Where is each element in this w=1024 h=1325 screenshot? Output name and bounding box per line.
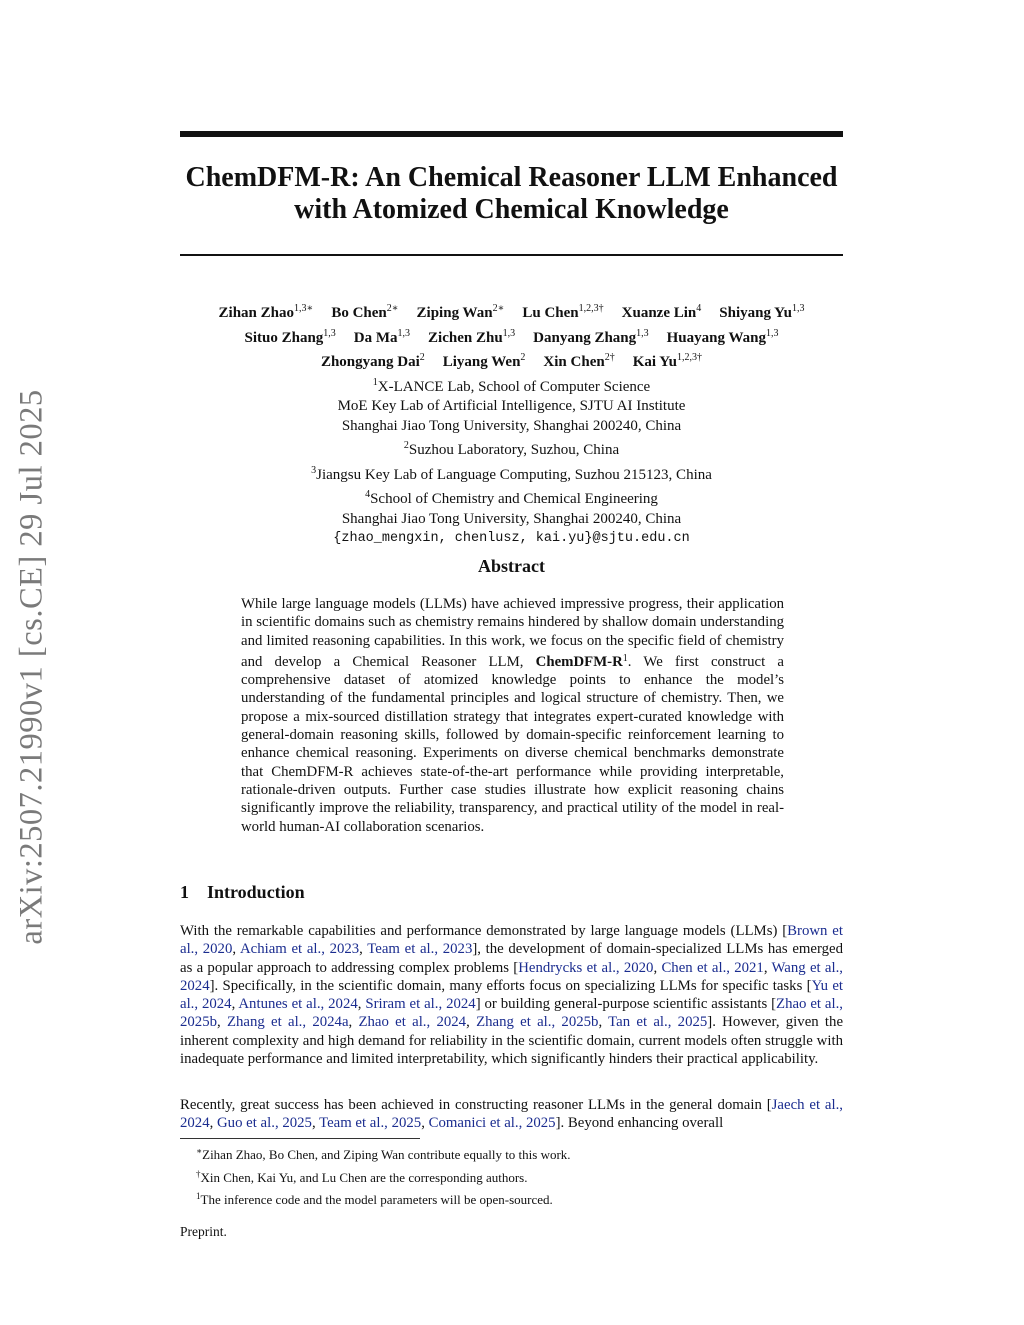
paper-title: ChemDFM-R: An Chemical Reasoner LLM Enhanced with Atomized Chemical Knowledge [185,162,838,225]
abstract-body [241,595,784,836]
paragraph-text: ]. However, given the inherent complexity and high demand for reliability in the scientific domain, current models often struggle with inadequate performance and limited interpretability, which significantly hinders their practical applicability. [180,1014,844,1068]
author-name [522,305,603,321]
author-name-text: Ziping Wan [416,305,493,321]
citation-link[interactable]: Team et al., 2025 [319,1115,422,1132]
section-title: Introduction [207,882,305,902]
author-name-text: Zichen Zhu [428,329,503,346]
citation-link[interactable]: Chen et al., 2021 [661,959,764,976]
author-name [244,327,336,346]
affiliation-line [160,373,863,398]
author-block [160,299,863,549]
author-affiliation-marker: 4 [696,303,702,314]
section-number: 1 [180,882,189,902]
author-affiliation-marker: 1,3 [397,327,411,339]
abstract-text-before: While large language models (LLMs) have achieved impressive progress, their application in scientific domains such as chemistry remains hindered by shallow domain understanding and limited reasoning capabilities. In this work, we focus on the specific field of chemistry and develop a Chemical Reasoner LLM, [241,596,784,670]
author-affiliation-marker: 2 [419,352,425,363]
citation-link[interactable]: Achiam et al., 2023 [239,941,360,958]
footnote [196,1187,836,1210]
citation-link[interactable]: Tan et al., 2025 [608,1014,708,1031]
paragraph-text: , [348,1014,359,1031]
section-heading-introduction [180,882,305,903]
citation-link[interactable]: Comanici et al., 2025 [428,1115,556,1132]
preprint-footer: Preprint. [180,1224,227,1239]
paragraph-text: , [359,941,368,958]
footnote-marker: 1 [196,1191,201,1201]
author-affiliation-marker: 2† [604,352,615,363]
citation-link[interactable]: Team et al., 2023 [367,941,473,958]
author-name-text: Da Ma [353,329,398,346]
affiliation-text: X-LANCE Lab, School of Computer Science [377,378,651,395]
title-bottom-rule [180,254,843,256]
abstract-text-after: . We first construct a comprehensive dataset of atomized knowledge points to enhance the model’s understanding of the fundamental principles and logical structure of chemistry. Then, we propose a mix-sourced distillation strategy that integrates expert-curated knowledge with general-domain reasoning skills, followed by domain-specific reinforcement learning to enhance chemical reasoning. Experiments on diverse chemical benchmarks demonstrate that ChemDFM-R achieves state-of-the-art performance while providing interpretable, rationale-driven outputs. Further case studies illustrate how explicit reasoning chains significantly improve the reliability, transparency, and practical utility of the model in real-world human-AI collaboration scenarios. [241,653,784,835]
author-name-text: Shiyang Yu [719,305,792,321]
author-name [219,305,314,321]
citation-link[interactable]: Zhao et al., 2024 [358,1014,467,1031]
author-affiliation-marker: 1,3 [791,303,805,314]
citation-link[interactable]: Hendrycks et al., 2020 [518,959,654,976]
affiliation-text: School of Chemistry and Chemical Engineering [370,491,658,507]
author-name [622,305,702,321]
author-row [160,299,863,324]
paragraph-text: , [653,959,662,976]
author-name [719,305,804,321]
author-name [353,327,411,346]
author-name [321,354,425,370]
author-affiliation-marker: 1,2,3† [677,352,703,363]
affiliation-line [160,436,863,461]
author-name [633,354,702,370]
footnote-text: Zihan Zhao, Bo Chen, and Ziping Wan contribute equally to this work. [202,1147,571,1162]
affiliation-text: MoE Key Lab of Artificial Intelligence, SJTU AI Institute [337,398,686,414]
citation-link[interactable]: Brown et al., 2020 [180,923,843,958]
affiliation-text: Jiangsu Key Lab of Language Computing, Suzhou 215123, China [316,466,712,483]
paragraph-text: , [466,1014,477,1031]
paragraph-text: , [311,1115,320,1132]
author-name-text: Danyang Zhang [533,329,637,346]
author-name [533,327,649,346]
author-emails[interactable]: {zhao_mengxin, chenlusz, kai.yu}@sjtu.edu.cn [333,531,690,546]
affiliation-marker: 3 [311,464,317,476]
author-name-text: Lu Chen [522,305,579,321]
author-name-text: Xuanze Lin [621,305,697,321]
paragraph-text: ]. Specifically, in the scientific domain, many efforts focus on specializing LLMs for specific tasks [ [209,977,812,994]
paragraph-text: ], the development of domain-specialized LLMs has emerged as a popular approach to addressing complex problems [ [180,941,843,976]
paragraph-text: ] or building general-purpose scientific assistants [ [475,996,777,1013]
author-name-text: Kai Yu [632,354,678,370]
affiliation-marker: 1 [372,376,378,388]
author-affiliation-marker: 1,2,3† [578,303,604,314]
author-list [160,299,863,373]
paragraph-text: , [763,959,772,976]
citation-link[interactable]: Wang et al., 2024 [180,959,843,994]
footnote-marker: † [196,1168,201,1179]
affiliation-text: Suzhou Laboratory, Suzhou, China [408,442,620,458]
author-name-text: Liyang Wen [442,354,521,370]
abstract-heading: Abstract [478,556,545,576]
affiliation-text: Shanghai Jiao Tong University, Shanghai 200240, China [341,417,682,434]
citation-link[interactable]: Zhang et al., 2025b [476,1014,599,1031]
paragraph-text: , [231,996,239,1013]
author-affiliation-marker: 1,3 [323,327,336,339]
citation-link[interactable]: Yu et al., 2024 [180,977,844,1013]
citation-link[interactable]: Zhao et al., 2025b [180,996,844,1031]
author-name [428,327,516,346]
citation-link[interactable]: Zhang et al., 2024a [226,1014,349,1031]
paragraph-text: Recently, great success has been achieved in constructing reasoner LLMs in the general domain [ [180,1097,772,1113]
affiliation-marker: 4 [365,489,371,500]
model-footnote-marker[interactable]: 1 [622,652,628,664]
author-name-text: Huayang Wang [666,329,766,346]
author-affiliation-marker: 1,3∗ [294,303,314,314]
paragraph-text: ]. Beyond enhancing overall [555,1115,724,1132]
author-name [331,305,398,321]
paragraph-text: , [232,941,240,958]
footnote-marker: ∗ [196,1146,203,1156]
citation-link[interactable]: Antunes et al., 2024 [238,996,358,1013]
author-name-text: Zhongyang Dai [320,354,420,370]
author-row [160,324,863,349]
footnote [196,1142,836,1165]
title-top-rule [180,131,843,137]
author-row [160,348,863,373]
footnote-rule [180,1138,420,1139]
paragraph-text: , [598,1014,609,1031]
affiliation-line [160,510,863,530]
model-name: ChemDFM-R [535,653,623,670]
citation-link[interactable]: Guo et al., 2025 [217,1115,312,1132]
affiliation-line [160,485,863,510]
paragraph-text: , [217,1014,227,1031]
intro-paragraph-1 [180,922,843,1068]
author-name-text: Zihan Zhao [218,305,295,321]
affiliation-line [160,461,863,486]
affiliation-list [160,373,863,530]
citation-link[interactable]: Sriram et al., 2024 [365,996,476,1013]
paragraph-text: , [357,996,366,1013]
author-name [443,354,526,370]
author-name-text: Situo Zhang [244,329,324,346]
paragraph-text: , [209,1115,217,1132]
author-name-text: Bo Chen [331,305,387,321]
author-name [666,327,779,346]
arxiv-identifier-stamp: arXiv:2507.21990v1 [cs.CE] 29 Jul 2025 [13,389,50,945]
author-affiliation-marker: 1,3 [766,327,779,339]
author-name [417,305,505,321]
affiliation-text: Shanghai Jiao Tong University, Shanghai 200240, China [341,510,682,527]
affiliation-line [160,397,863,417]
citation-link[interactable]: Jaech et al., 2024 [180,1097,843,1132]
author-affiliation-marker: 1,3 [636,327,649,339]
intro-paragraph-2 [180,1096,843,1133]
paragraph-text: With the remarkable capabilities and performance demonstrated by large language models (LLMs) [ [180,923,788,939]
author-name-text: Xin Chen [543,354,605,370]
author-affiliation-marker: 1,3 [502,327,516,339]
footnote-list [196,1142,836,1210]
paragraph-text: , [421,1115,429,1132]
affiliation-marker: 2 [403,440,409,451]
author-affiliation-marker: 2 [520,352,526,363]
author-affiliation-marker: 2∗ [386,303,399,314]
footnote-text: Xin Chen, Kai Yu, and Lu Chen are the corresponding authors. [200,1169,528,1185]
affiliation-line [160,417,863,437]
author-name [543,354,614,370]
footnote-text: The inference code and the model parameters will be open-sourced. [200,1192,553,1207]
footnote [196,1165,836,1188]
author-affiliation-marker: 2∗ [492,303,505,314]
